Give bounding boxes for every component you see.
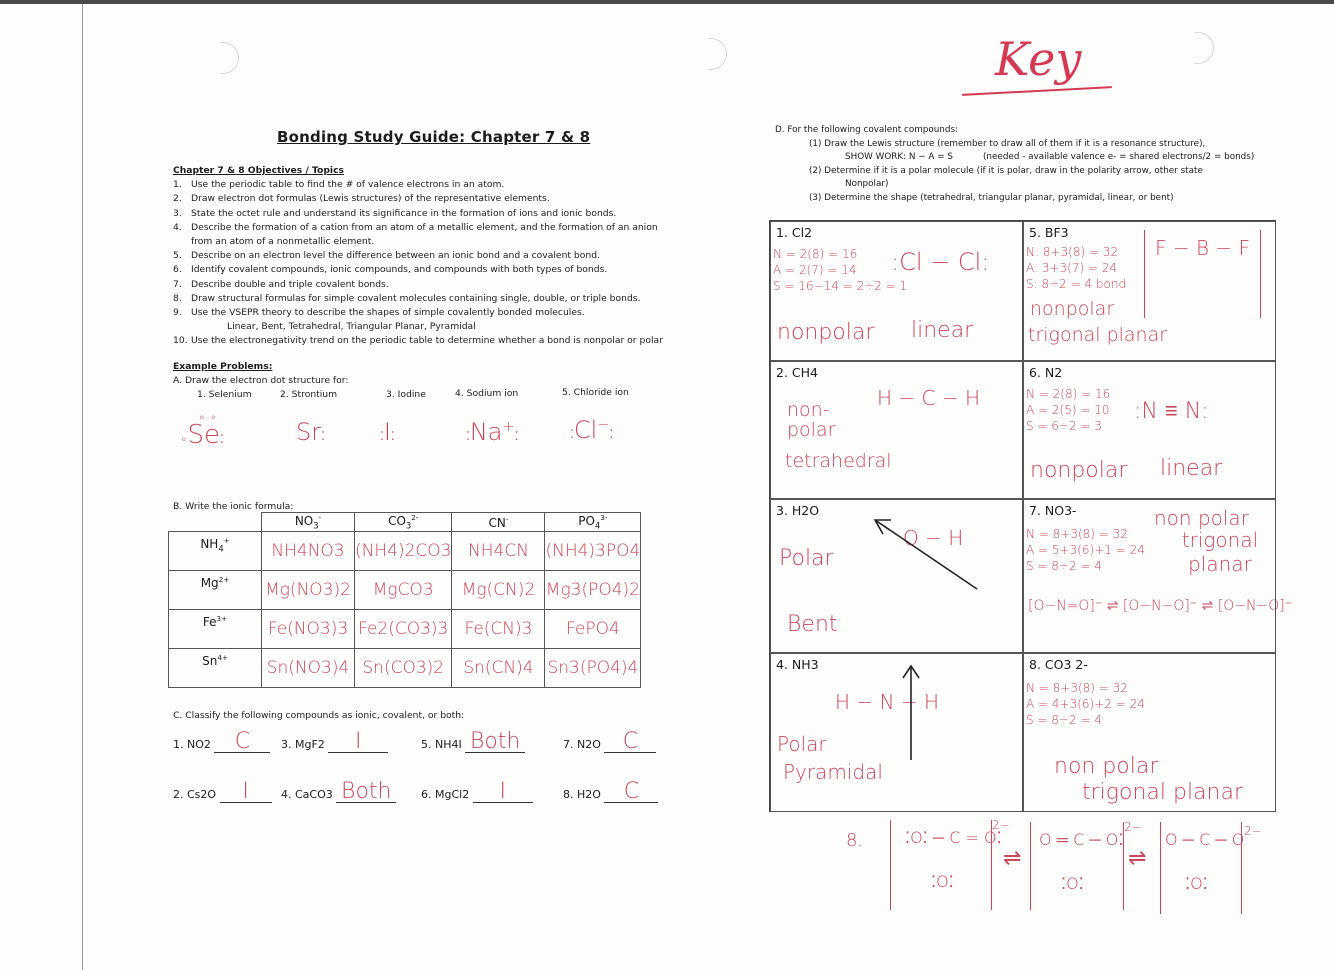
charge-label: 2− — [1124, 820, 1142, 834]
objectives-list — [173, 178, 668, 348]
objective-item: 7. Describe double and triple covalent bonds. — [173, 278, 389, 290]
co3-resonance-structure-1: ⁚O⁚ ─ C = O⁚ ⁚O⁚ — [890, 820, 992, 910]
page-fold-line — [82, 4, 83, 970]
part-a-label-2: 2. Strontium — [280, 389, 338, 400]
formula-cell: (NH4)3PO4 — [545, 532, 641, 571]
formula-cell: Fe(CN)3 — [452, 610, 545, 649]
formula-cell: Sn(CO3)2 — [355, 649, 452, 688]
classify-item: 2. Cs2O I — [173, 782, 272, 803]
page-title: Bonding Study Guide: Chapter 7 & 8 — [277, 128, 591, 146]
objective-item: 1. Use the periodic table to find the # of valence electrons in an atom. — [173, 179, 505, 191]
compound-cell-nh3: 4. NH3 H − N − H Polar Pyramidal — [770, 653, 1023, 812]
dot-structure-sodium-ion: ⁚Na+⁚ — [466, 418, 519, 446]
table-header-row — [169, 513, 641, 532]
table-row — [169, 532, 641, 571]
polarity-arrow-icon — [867, 514, 987, 594]
anion-header: $NO_3^-$ — [262, 513, 355, 532]
part-d-instructions: D. For the following covalent compounds: (1) Draw the Lewis structure (remember to draw all of them if it is a resonance structure), SHOW WORK: N − A = S (needed - available valence e- = shared electrons/2 = bonds) (2) Determine if it is a polar molecule (if it is polar, draw in the polarity arrow, other state Nonpolar) (3) Determine the shape (tetrahedral, triangular planar, pyramidal, linear, or bent) — [775, 125, 1255, 203]
objective-item: 8. Draw structural formulas for simple covalent molecules containing single, double, or triple bonds. — [173, 292, 641, 304]
covalent-compounds-grid — [769, 220, 1293, 812]
anion-header: CN- — [452, 513, 545, 532]
cation-header: $Fe^{3+}$ — [169, 610, 262, 649]
compound-cell-h2o: 3. H2O O − H Polar Bent — [770, 499, 1023, 653]
ionic-formula-table — [168, 512, 641, 688]
cation-header: $Mg^{2+}$ — [169, 571, 262, 610]
formula-cell: Mg(NO3)2 — [262, 571, 355, 610]
classify-item: 3. MgF2 I — [281, 732, 388, 753]
objective-item: 5. Describe on an electron level the difference between an ionic bond and a covalent bond. — [173, 250, 600, 262]
part-b-prompt: B. Write the ionic formula: — [173, 501, 294, 512]
compound-cell-bf3: 5. BF3 N: 8+3(8) = 32 A: 3+3(7) = 24 S: 8÷2 = 4 bond F − B − F nonpolar trigonal planar — [1023, 221, 1276, 361]
vsepr-shapes: Linear, Bent, Tetrahedral, Triangular Planar, Pyramidal — [227, 321, 476, 333]
formula-cell: Sn3(PO4)4 — [545, 649, 641, 688]
co3-resonance-structure-3: O ─ C ─ O ⁚O⁚ — [1160, 822, 1242, 914]
classify-item: 4. CaCO3 Both — [281, 782, 396, 803]
table-row — [169, 610, 641, 649]
formula-cell: Fe2(CO3)3 — [355, 610, 452, 649]
examples-heading: Example Problems: — [173, 361, 273, 372]
objectives-section — [173, 164, 668, 349]
objective-item: 4. Describe the formation of a cation from an atom of a metallic element, and the formation of an anion from an atom of a nonmetallic element. — [173, 221, 658, 248]
punch-hole-2 — [708, 38, 727, 70]
part-a-label-3: 3. Iodine — [386, 389, 426, 400]
resonance-arrow-icon: ⇌ — [1128, 846, 1147, 871]
dot-structure-selenium: ∘∘ ∘Se⁚ — [180, 410, 224, 450]
compound-cell-co3: 8. CO3 2- N = 8+3(8) = 32 A = 4+3(6)+2 = 24 S = 8÷2 = 4 non polar trigonal planar — [1023, 653, 1276, 812]
objective-item: 6. Identify covalent compounds, ionic compounds, and compounds with both types of bonds. — [173, 264, 608, 276]
objective-item: 9. Use the VSEPR theory to describe the shapes of simple covalently bonded molecules. Linear, Bent, Tetrahedral, Triangular Planar, Pyramidal — [173, 306, 668, 334]
formula-cell: Mg3(PO4)2 — [545, 571, 641, 610]
table-row — [169, 649, 641, 688]
compound-cell-ch4: 2. CH4 H − C − H non-polar tetrahedral — [770, 361, 1023, 499]
resonance-arrow-icon: ⇌ — [1003, 846, 1022, 871]
punch-hole-1 — [220, 42, 239, 74]
punch-hole-3 — [1195, 32, 1214, 64]
classify-item: 1. NO2 C — [173, 732, 270, 753]
compound-cell-no3: 7. NO3- N = 8+3(8) = 32 A = 5+3(6)+1 = 24 S = 8÷2 = 4 non polar trigonal planar [O−N=O]⁻ ⇌ [O−N−O]⁻ ⇌ [O−N−O]⁻ — [1023, 499, 1276, 653]
anion-header: $PO_4^{3-}$ — [545, 513, 641, 532]
part-a-prompt: A. Draw the electron dot structure for: — [173, 375, 349, 386]
formula-cell: Sn(NO3)4 — [262, 649, 355, 688]
dot-structure-strontium: Sr⁚ — [296, 418, 325, 446]
objective-item: 3. State the octet rule and understand its significance in the formation of ions and ionic bonds. — [173, 207, 617, 219]
part-a-label-1: 1. Selenium — [197, 389, 252, 400]
formula-cell: MgCO3 — [355, 571, 452, 610]
compound-cell-cl2: 1. Cl2 N = 2(8) = 16 A = 2(7) = 14 S = 16−14 = 2÷2 = 1 :Cl − Cl: nonpolar linear — [770, 221, 1023, 361]
objectives-heading: Chapter 7 & 8 Objectives / Topics — [173, 165, 344, 176]
formula-cell: (NH4)2CO3 — [355, 532, 452, 571]
compound-cell-n2: 6. N2 N = 2(8) = 16 A = 2(5) = 10 S = 6÷2 = 3 :N ≡ N: nonpolar linear — [1023, 361, 1276, 499]
objective-item: 10. Use the electronegativity trend on the periodic table to determine whether a bond is nonpolar or polar — [173, 335, 663, 347]
dot-structure-chloride-ion: ⁚Cl−⁚ — [570, 416, 614, 444]
scan-top-edge — [0, 0, 1334, 4]
formula-cell: NH4NO3 — [262, 532, 355, 571]
dot-structure-iodine: ⁚I⁚ — [380, 418, 395, 446]
classify-item: 7. N2O C — [563, 732, 656, 753]
charge-label: 2− — [992, 818, 1010, 832]
formula-cell: Mg(CN)2 — [452, 571, 545, 610]
answer-key-label: Key — [995, 32, 1082, 86]
classify-item: 5. NH4I Both — [421, 732, 525, 753]
part-a-label-5: 5. Chloride ion — [562, 387, 629, 398]
objective-item: 2. Draw electron dot formulas (Lewis structures) of the representative elements. — [173, 193, 550, 205]
classify-item: 8. H2O C — [563, 782, 658, 803]
polarity-arrow-icon — [901, 662, 921, 762]
classify-item: 6. MgCl2 I — [421, 782, 533, 803]
part-c-prompt: C. Classify the following compounds as ionic, covalent, or both: — [173, 710, 465, 721]
formula-cell: Fe(NO3)3 — [262, 610, 355, 649]
co3-resonance-structure-2: O ═ C ─ O⁚ ⁚O⁚ — [1030, 822, 1124, 910]
formula-cell: NH4CN — [452, 532, 545, 571]
formula-cell: FePO4 — [545, 610, 641, 649]
co3-resonance-label: 8. — [846, 830, 864, 851]
table-row — [169, 571, 641, 610]
anion-header: $CO_3^{2-}$ — [355, 513, 452, 532]
charge-label: 2− — [1244, 824, 1262, 838]
formula-cell: Sn(CN)4 — [452, 649, 545, 688]
key-underline — [962, 86, 1112, 95]
cation-header: $Sn^{4+}$ — [169, 649, 262, 688]
cation-header: $NH_4^+$ — [169, 532, 262, 571]
part-a-label-4: 4. Sodium ion — [455, 388, 519, 399]
